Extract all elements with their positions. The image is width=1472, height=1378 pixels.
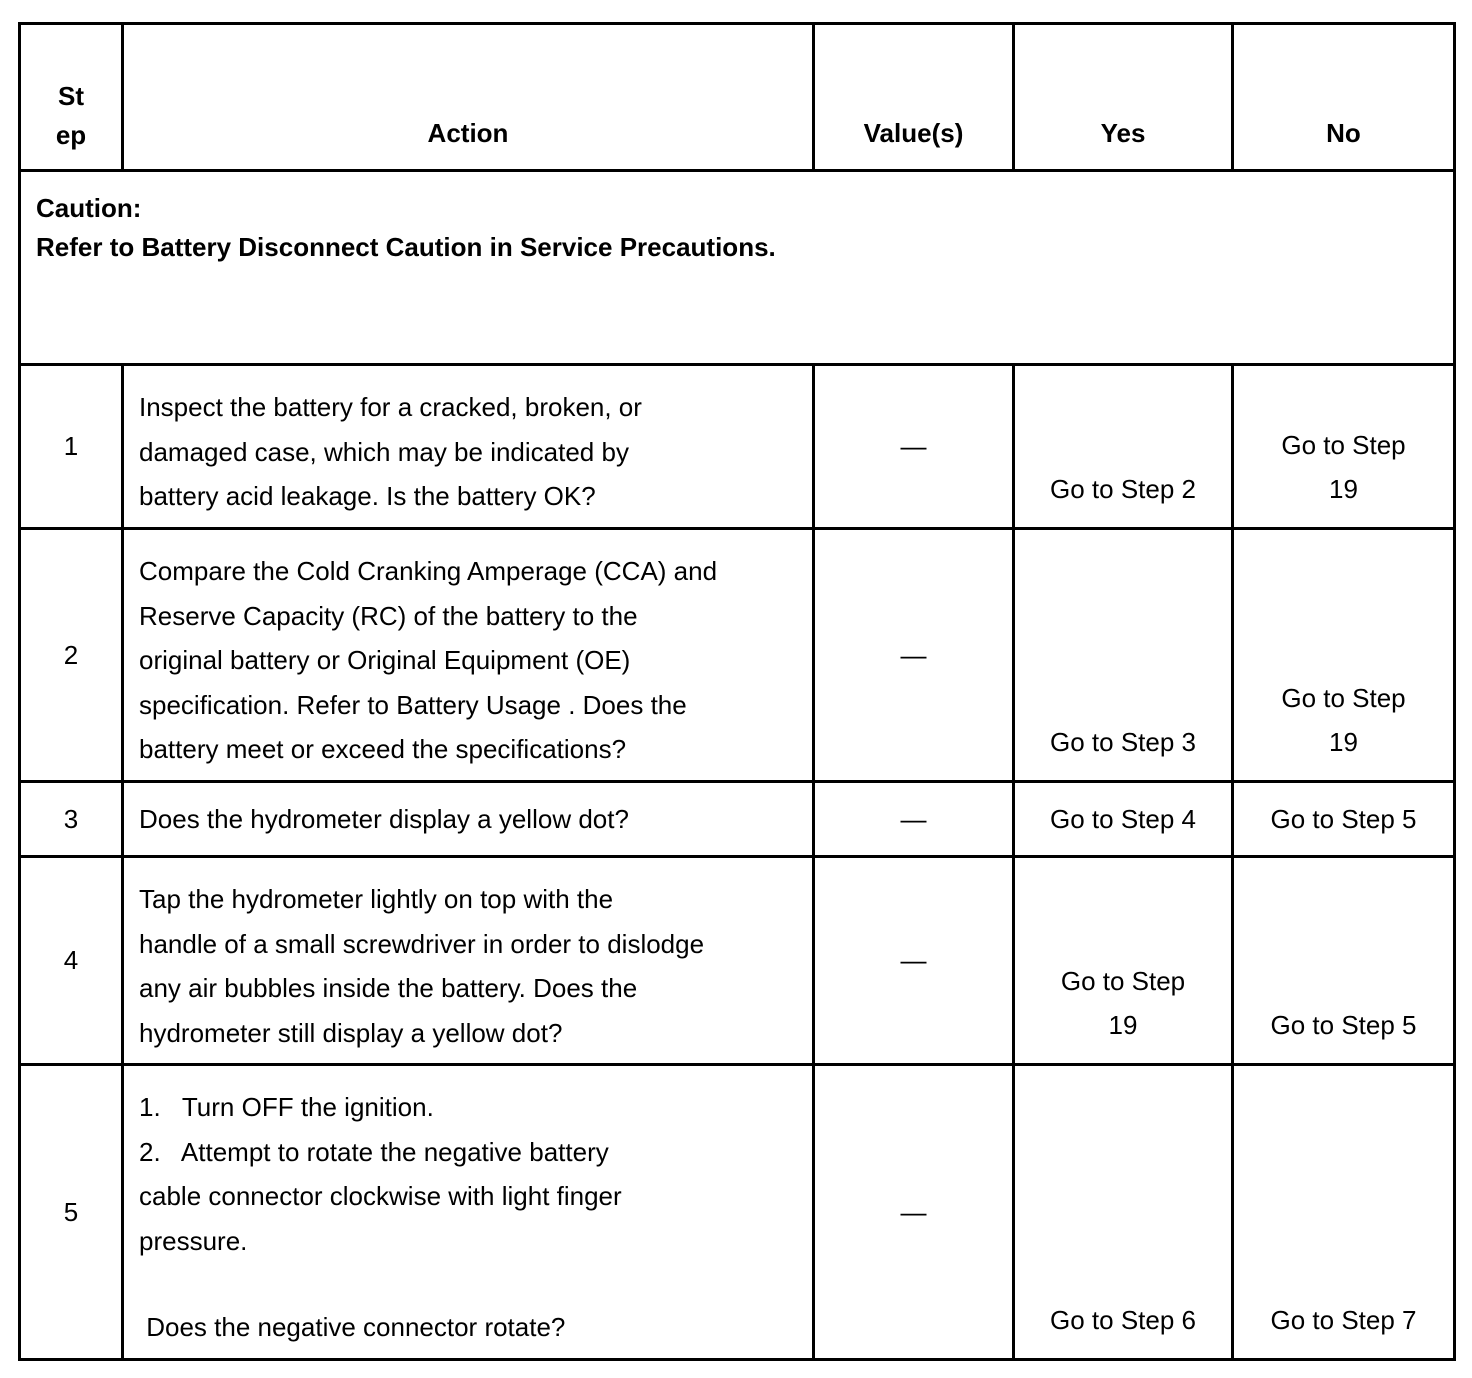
header-row (20, 24, 1455, 171)
yes-cell: Go to Step 4 (1014, 782, 1233, 857)
table-row (20, 857, 1455, 1065)
action-question: Does the negative connector rotate? (139, 1312, 566, 1342)
value-cell: — (814, 782, 1014, 857)
no-cell: Go to Step 19 (1233, 529, 1455, 782)
caution-label: Caution: (36, 193, 142, 223)
no-cell: Go to Step 5 (1233, 782, 1455, 857)
step-number: 2 (20, 529, 123, 782)
value-cell: — (814, 365, 1014, 529)
no-cell: Go to Step 7 (1233, 1065, 1455, 1360)
caution-cell (20, 171, 1455, 365)
no-header: No (1233, 24, 1455, 171)
diagnostic-table (18, 22, 1456, 1361)
yes-cell: Go to Step 3 (1014, 529, 1233, 782)
table-row (20, 365, 1455, 529)
no-cell: Go to Step 5 (1233, 857, 1455, 1065)
yes-header: Yes (1014, 24, 1233, 171)
action-cell: 1. Turn OFF the ignition. 2. Attempt to rotate the negative battery cable connector clockwise with light finger pressure. Does the negative connector rotate? (123, 1065, 814, 1360)
step-number: 4 (20, 857, 123, 1065)
action-header: Action (123, 24, 814, 171)
step-number: 1 (20, 365, 123, 529)
action-cell: Tap the hydrometer lightly on top with the handle of a small screwdriver in order to dislodge any air bubbles inside the battery. Does the hydrometer still display a yellow dot? (123, 857, 814, 1065)
no-cell: Go to Step 19 (1233, 365, 1455, 529)
caution-row (20, 171, 1455, 365)
value-cell: — (814, 529, 1014, 782)
caution-text: Refer to Battery Disconnect Caution in Service Precautions. (36, 232, 776, 262)
action-cell: Does the hydrometer display a yellow dot? (123, 782, 814, 857)
step-number: 3 (20, 782, 123, 857)
yes-cell: Go to Step 19 (1014, 857, 1233, 1065)
values-header: Value(s) (814, 24, 1014, 171)
table-row (20, 782, 1455, 857)
table-row (20, 1065, 1455, 1360)
action-cell: Inspect the battery for a cracked, broken, or damaged case, which may be indicated by battery acid leakage. Is the battery OK? (123, 365, 814, 529)
action-cell: Compare the Cold Cranking Amperage (CCA) and Reserve Capacity (RC) of the battery to the original battery or Original Equipment (OE) specification. Refer to Battery Usage . Does the battery meet or exceed the specifications? (123, 529, 814, 782)
table-row (20, 529, 1455, 782)
yes-cell: Go to Step 2 (1014, 365, 1233, 529)
yes-cell: Go to Step 6 (1014, 1065, 1233, 1360)
step-header: St ep (20, 24, 123, 171)
value-cell: — (814, 1065, 1014, 1360)
value-cell: — (814, 857, 1014, 1065)
step-number: 5 (20, 1065, 123, 1360)
